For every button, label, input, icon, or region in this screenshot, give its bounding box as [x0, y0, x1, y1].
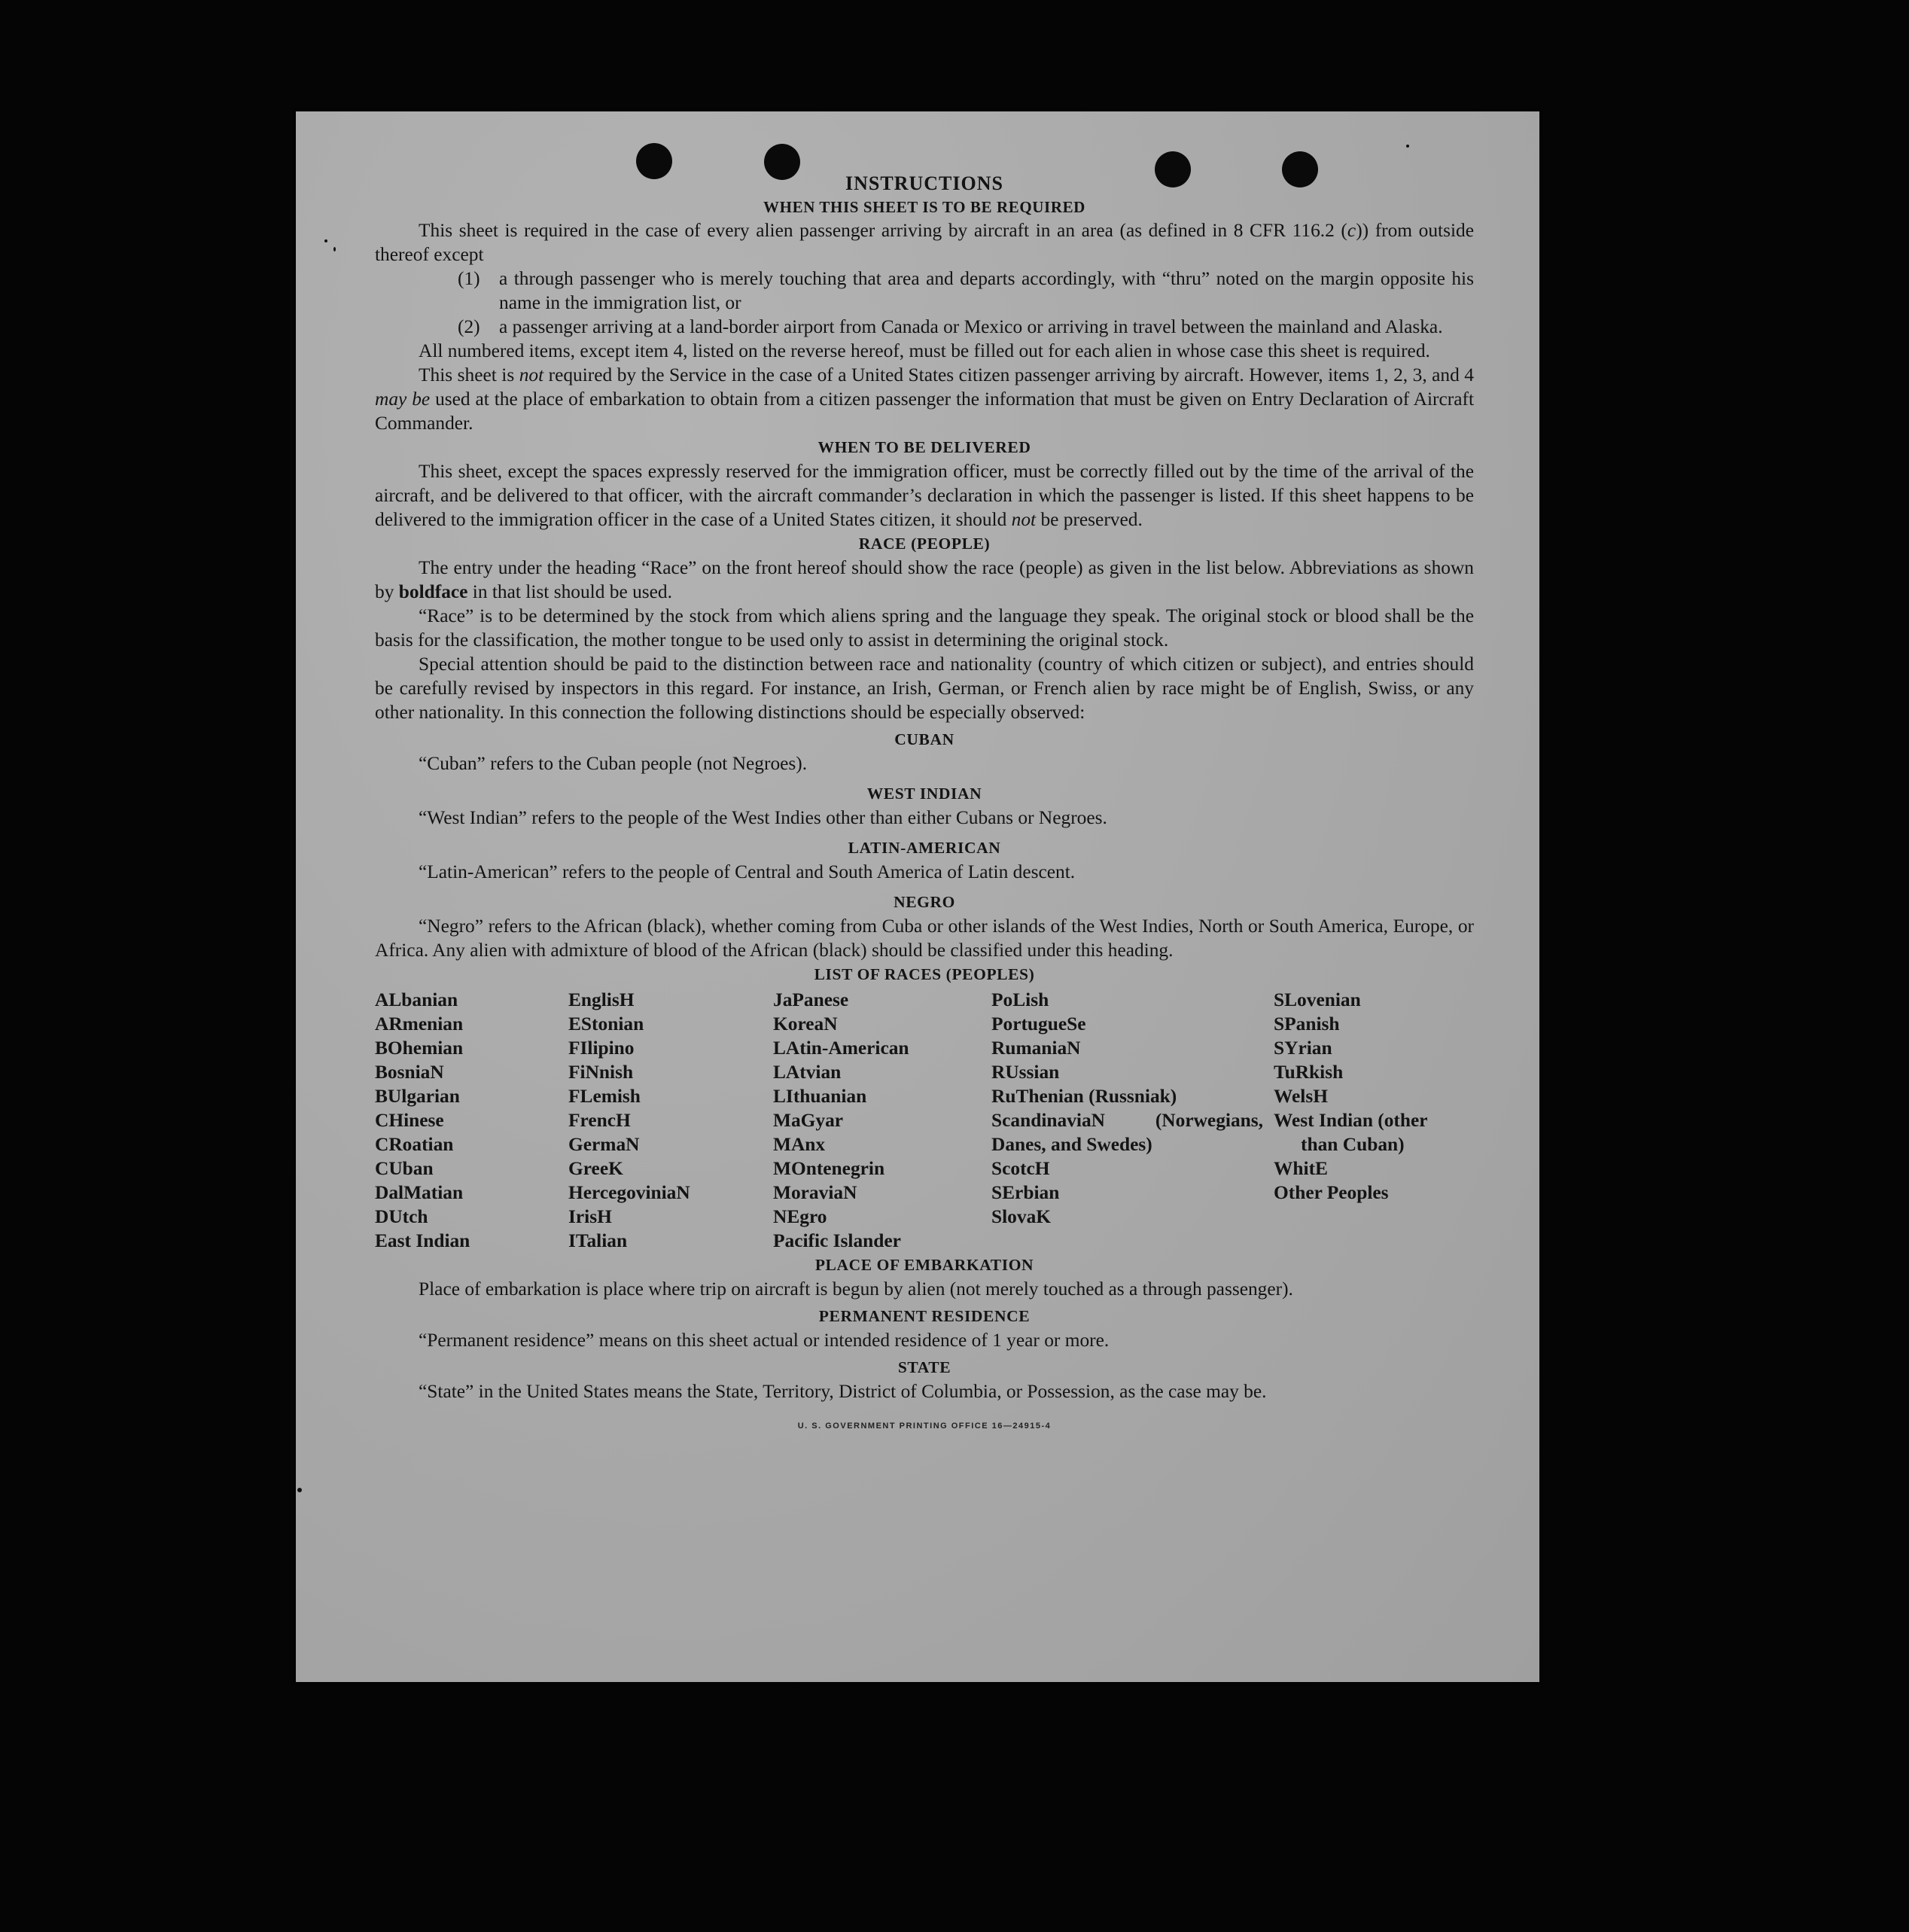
race-entry: PortugueSe — [991, 1013, 1086, 1035]
race-entry: NEgro — [773, 1206, 827, 1227]
page-title: INSTRUCTIONS — [845, 172, 1003, 194]
race-entry: JaPanese — [773, 989, 849, 1010]
race-entry: CUban — [375, 1158, 434, 1179]
paragraph: This sheet is not required by the Service in the case of a United States citizen passenger arriving by aircraft. However, items 1, 2, 3, and 4 may be used at the place of embarkation to obtain from a citizen passenger the information that must be given on Entry Declaration of Aircraft Commander. — [375, 364, 1474, 434]
race-entry: ARmenian — [375, 1013, 464, 1035]
race-entry: SYrian — [1274, 1038, 1332, 1059]
race-entry: GreeK — [568, 1158, 623, 1179]
paragraph: “State” in the United States means the State, Territory, District of Columbia, or Possession, as the case may be. — [419, 1381, 1267, 1402]
race-entry: MaGyar — [773, 1110, 844, 1131]
section-heading: LATIN-AMERICAN — [848, 839, 1001, 857]
list-item — [375, 267, 1474, 315]
section-heading: STATE — [897, 1358, 951, 1376]
race-entry: KoreaN — [773, 1013, 838, 1035]
race-entry: MAnx — [773, 1134, 826, 1155]
race-entry: Pacific Islander — [773, 1230, 901, 1251]
race-entry: FrencH — [568, 1110, 631, 1131]
paragraph: “Negro” refers to the African (black), whether coming from Cuba or other islands of the West Indies, North or South America, Europe, or Africa. Any alien with admixture of blood of the African (black) should be classified under this heading. — [375, 916, 1474, 961]
document-page — [296, 111, 1539, 1682]
race-entry: MOntenegrin — [773, 1158, 885, 1179]
race-entry: FLemish — [568, 1086, 641, 1107]
race-entry: WhitE — [1274, 1158, 1328, 1179]
printer-imprint: U. S. GOVERNMENT PRINTING OFFICE 16—24915-4 — [797, 1422, 1052, 1431]
paragraph: “Permanent residence” means on this sheet actual or intended residence of 1 year or more. — [419, 1330, 1110, 1351]
race-entry: CHinese — [375, 1110, 444, 1131]
race-entry: ITalian — [568, 1230, 628, 1251]
section-heading: PERMANENT RESIDENCE — [818, 1307, 1031, 1325]
paragraph: All numbered items, except item 4, listed on the reverse hereof, must be filled out for each alien in whose case this sheet is required. — [419, 340, 1430, 361]
paragraph: This sheet is required in the case of every alien passenger arriving by aircraft in an area (as defined in 8 CFR 116.2 (c)) from outside thereof except — [375, 220, 1474, 265]
race-column — [773, 988, 991, 1253]
race-entry: BOhemian — [375, 1038, 464, 1059]
race-column — [1274, 988, 1474, 1253]
race-entry: Other Peoples — [1274, 1182, 1389, 1203]
section-heading: CUBAN — [894, 730, 954, 748]
section-heading: RACE (PEOPLE) — [858, 535, 991, 553]
race-entry: SErbian — [991, 1182, 1060, 1203]
paragraph: The entry under the heading “Race” on the front hereof should show the race (people) as given in the list below. Abbreviations as shown by boldface in that list should be used. — [375, 557, 1474, 602]
section-heading: LIST OF RACES (PEOPLES) — [814, 965, 1035, 983]
race-entry: than Cuban) — [1301, 1134, 1405, 1155]
race-entry: DUtch — [375, 1206, 428, 1227]
race-entry: LIthuanian — [773, 1086, 867, 1107]
paragraph: “Latin-American” refers to the people of Central and South America of Latin descent. — [419, 861, 1076, 882]
race-column — [375, 988, 568, 1253]
race-entry: BUlgarian — [375, 1086, 460, 1107]
race-entry: WelsH — [1274, 1086, 1328, 1107]
race-entry: West Indian (other — [1274, 1110, 1428, 1131]
race-entry: ScotcH — [991, 1158, 1050, 1179]
race-entry: EnglisH — [568, 989, 635, 1010]
race-entry: SLovenian — [1274, 989, 1361, 1010]
race-entry: PoLish — [991, 989, 1049, 1010]
race-entry: East Indian — [375, 1230, 470, 1251]
instructions-text — [375, 172, 1474, 1438]
race-entry: SlovaK — [991, 1206, 1052, 1227]
paragraph: Special attention should be paid to the distinction between race and nationality (country of which citizen or subject), and entries should be carefully revised by inspectors in this regard. For instance, an Irish, German, or French alien by race might be of English, Swiss, or any other nationality. In this connection the following distinctions should be especially observed: — [375, 654, 1474, 723]
race-entry: LAtin-American — [773, 1038, 909, 1059]
race-entry: ALbanian — [375, 989, 458, 1010]
list-item — [375, 315, 1474, 339]
paragraph: This sheet, except the spaces expressly reserved for the immigration officer, must be correctly filled out by the time of the arrival of the aircraft, and be delivered to that officer, with the aircraft commander’s declaration in which the passenger is listed. If this sheet happens to be delivered to the immigration officer in the case of a United States citizen, it should not be preserved. — [375, 461, 1474, 530]
section-heading: NEGRO — [894, 893, 955, 911]
paragraph: “Cuban” refers to the Cuban people (not Negroes). — [419, 753, 808, 774]
race-entry: CRoatian — [375, 1134, 454, 1155]
section-heading: PLACE OF EMBARKATION — [814, 1256, 1034, 1274]
race-entry: FIlipino — [568, 1038, 635, 1059]
paragraph: Place of embarkation is place where trip on aircraft is begun by alien (not merely touched as a through passenger). — [419, 1278, 1293, 1300]
race-column — [568, 988, 773, 1253]
race-column — [991, 988, 1274, 1253]
race-entry: FiNnish — [568, 1062, 634, 1083]
race-entry: ScandinaviaN (Norwegians, Danes, and Swedes) — [991, 1110, 1263, 1155]
race-entry: RumaniaN — [991, 1038, 1081, 1059]
race-entry: IrisH — [568, 1206, 612, 1227]
ink-speck — [1406, 145, 1409, 148]
item-text: a through passenger who is merely touching that area and departs accordingly, with “thru” noted on the margin opposite his name in the immigration list, or — [499, 268, 1474, 313]
race-list — [375, 988, 1474, 1253]
race-entry: LAtvian — [773, 1062, 842, 1083]
race-entry: SPanish — [1274, 1013, 1340, 1035]
race-entry: HercegoviniaN — [568, 1182, 690, 1203]
race-entry: TuRkish — [1274, 1062, 1344, 1083]
race-entry: RUssian — [991, 1062, 1060, 1083]
race-entry: RuThenian (Russniak) — [991, 1086, 1177, 1107]
race-entry: BosniaN — [375, 1062, 444, 1083]
item-number: (1) — [458, 268, 480, 289]
section-heading: WEST INDIAN — [866, 785, 982, 803]
section-heading: WHEN THIS SHEET IS TO BE REQUIRED — [763, 198, 1085, 216]
section-heading: WHEN TO BE DELIVERED — [817, 438, 1031, 456]
ink-speck — [324, 239, 327, 242]
item-text: a passenger arriving at a land-border airport from Canada or Mexico or arriving in travel between the mainland and Alaska. — [499, 316, 1443, 337]
race-entry: GermaN — [568, 1134, 640, 1155]
ink-speck — [333, 247, 336, 251]
race-entry: EStonian — [568, 1013, 644, 1035]
race-entry: DalMatian — [375, 1182, 464, 1203]
paragraph: “Race” is to be determined by the stock from which aliens spring and the language they speak. The original stock or blood shall be the basis for the classification, the mother tongue to be used only to assist in determining the original stock. — [375, 605, 1474, 651]
item-number: (2) — [458, 316, 480, 337]
race-entry: MoraviaN — [773, 1182, 857, 1203]
paragraph: “West Indian” refers to the people of the West Indies other than either Cubans or Negroes. — [419, 807, 1107, 828]
ink-speck — [297, 1488, 302, 1492]
